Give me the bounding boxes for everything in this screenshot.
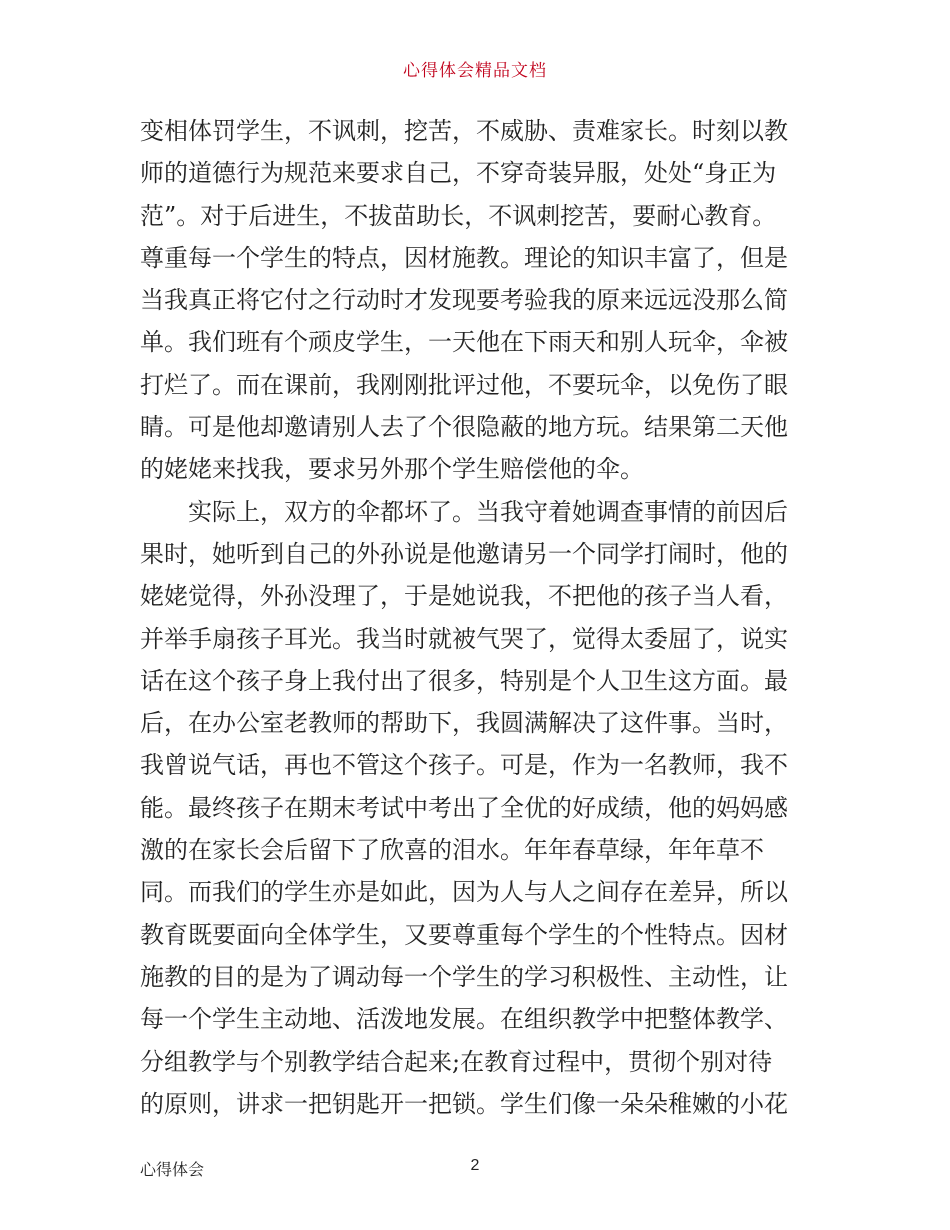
text-line: 果时，她听到自己的外孙说是他邀请另一个同学打闹时，他的: [140, 539, 788, 568]
text-line: 睛。可是他却邀请别人去了个很隐蔽的地方玩。结果第二天他: [140, 413, 788, 442]
text-line: 分组教学与个别教学结合起来;在教育过程中，贯彻个别对待: [140, 1047, 773, 1076]
text-line: 师的道德行为规范来要求自己，不穿奇装异服，处处“身正为: [140, 159, 777, 188]
footer-label: 心得体会: [140, 1160, 205, 1179]
text-line: 的姥姥来找我，要求另外那个学生赔偿他的伞。: [140, 455, 644, 484]
text-line: 尊重每一个学生的特点，因材施教。理论的知识丰富了，但是: [140, 243, 788, 272]
page-number: 2: [470, 1157, 480, 1174]
text-line: 我曾说气话，再也不管这个孩子。可是，作为一名教师，我不: [140, 751, 788, 780]
text-line: 变相体罚学生，不讽刺，挖苦，不威胁、责难家长。时刻以教: [140, 117, 788, 145]
text-line: 姥姥觉得，外孙没理了，于是她说我，不把他的孩子当人看，: [140, 582, 788, 611]
text-line: 同。而我们的学生亦是如此，因为人与人之间存在差异，所以: [140, 878, 788, 907]
text-line: 每一个学生主动地、活泼地发展。在组织教学中把整体教学、: [140, 1005, 788, 1034]
text-line: 的原则，讲求一把钥匙开一把锁。学生们像一朵朵稚嫩的小花: [140, 1089, 788, 1118]
text-line: 当我真正将它付之行动时才发现要考验我的原来远远没那么简: [140, 286, 788, 315]
text-line: 单。我们班有个顽皮学生，一天他在下雨天和别人玩伞，伞被: [140, 328, 788, 357]
text-line: 后，在办公室老教师的帮助下，我圆满解决了这件事。当时，: [140, 709, 788, 738]
text-line: 激的在家长会后留下了欣喜的泪水。年年春草绿，年年草不: [140, 836, 764, 865]
text-line: 话在这个孩子身上我付出了很多，特别是个人卫生这方面。最: [140, 666, 788, 695]
paragraph-first-line: 实际上，双方的伞都坏了。当我守着她调查事情的前因后: [188, 497, 788, 526]
document-body: [140, 110, 812, 1125]
text-line: 施教的目的是为了调动每一个学生的学习积极性、主动性，让: [140, 962, 788, 991]
text-line: 能。最终孩子在期末考试中考出了全优的好成绩，他的妈妈感: [140, 793, 788, 822]
text-line: 范”。对于后进生，不拔苗助长，不讽刺挖苦，要耐心教育。: [140, 201, 777, 230]
text-line: 并举手扇孩子耳光。我当时就被气哭了，觉得太委屈了，说实: [140, 624, 788, 653]
document-header-title: 心得体会精品文档: [403, 61, 547, 81]
text-line: 打烂了。而在课前，我刚刚批评过他，不要玩伞，以免伤了眼: [140, 370, 788, 399]
text-line: 教育既要面向全体学生，又要尊重每个学生的个性特点。因材: [140, 920, 788, 949]
